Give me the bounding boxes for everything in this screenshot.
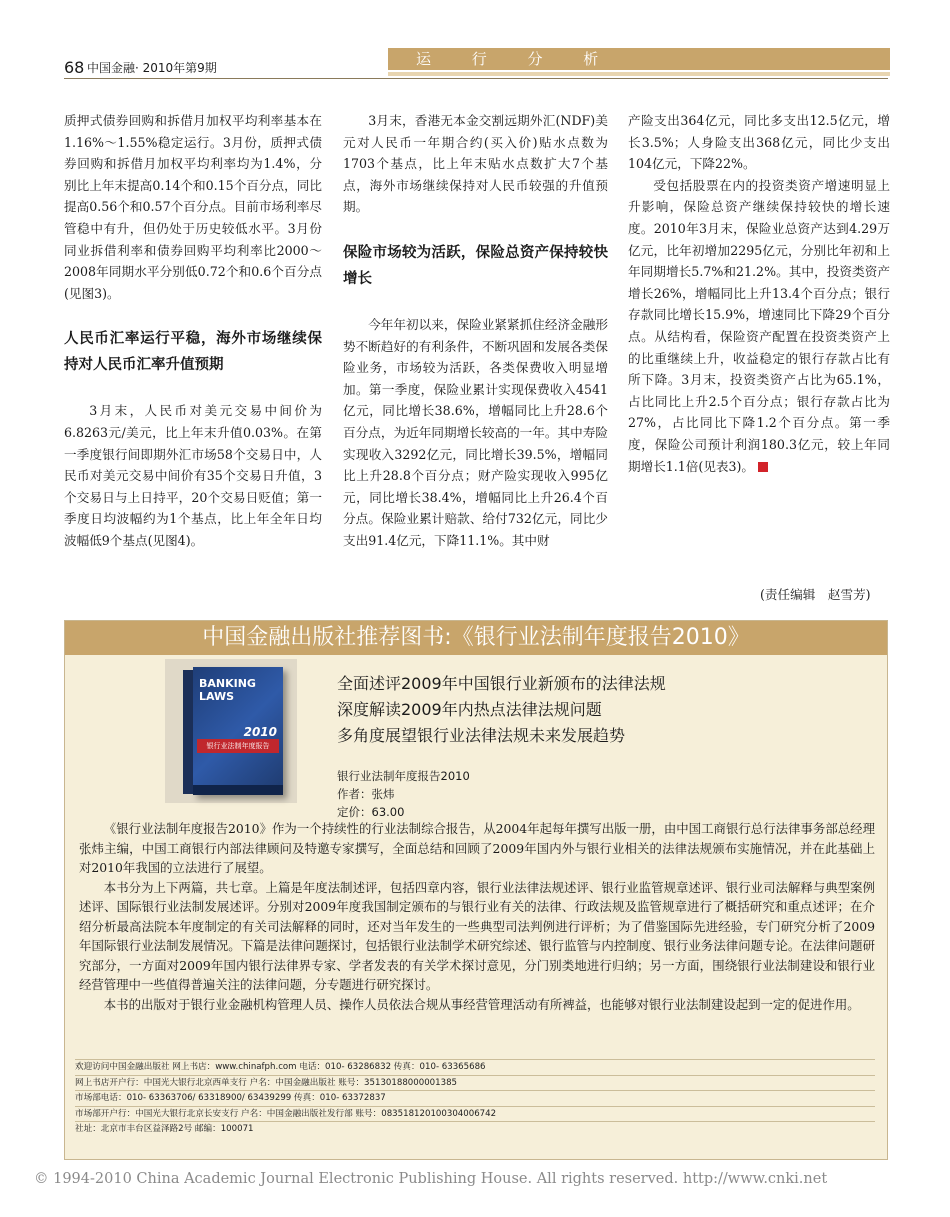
- section-heading: 保险市场较为活跃，保险总资产保持较快增长: [343, 244, 608, 287]
- contact-line: 市场部电话：010- 63363706/ 63318900/ 63439299 传真：010- 63372837: [75, 1093, 386, 1103]
- page-number: 68: [64, 58, 85, 77]
- paragraph: 3月末，人民币对美元交易中间价为6.8263元/美元，比上年末升值0.03%。在第一季度银行间即期外汇市场58个交易日中，人民币对美元交易中间价有35个交易日升值，3个交易日与上日持平，20个交易日贬值；第一季度日均波幅约为1个基点，比上年全年日均波幅低9个基点(见图4)。: [64, 403, 322, 548]
- publisher-contacts: [75, 1059, 875, 1137]
- book-cover-chinese-title: 银行业法制年度报告: [197, 739, 279, 753]
- contact-line: 欢迎访问中国金融出版社 网上书店：www.chinafph.com 电话：010- 63286832 传真：010- 63365686: [75, 1062, 486, 1072]
- book-cover-english-title: BANKING LAWS: [199, 677, 256, 703]
- paragraph: 3月末，香港无本金交割远期外汇(NDF)美元对人民币一年期合约(买入价)贴水点数为1703个基点，比上年末贴水点数扩大7个基点，海外市场继续保持对人民币较强的升值预期。: [343, 113, 608, 215]
- book-author: 作者：张炜: [337, 787, 395, 801]
- ad-slogans: [337, 671, 666, 749]
- slogan: 多角度展望银行业法律法规未来发展趋势: [337, 726, 626, 745]
- paragraph-text: 受包括股票在内的投资类资产增速明显上升影响，保险总资产继续保持较快的增长速度。2010年3月末，保险业总资产达到4.29万亿元，比年初增加2295亿元，分别比年初和上年同期增长5.7%和21.2%。其中，投资类资产增长26%，增幅同比上升13.4个百分点；银行存款同比增长15.9%，增速同比下降29个百分点。从结构看，保险资产配置在投资类资产上的比重继续上升，收益稳定的银行存款占比有所下降。3月末，投资类资产占比为65.1%，占比同比上升2.5个百分点；银行存款占比为27%，占比同比下降1.2个百分点。第一季度，保险公司预计利润180.3亿元，较上年同期增长1.1倍(见表3)。: [628, 177, 890, 474]
- book-advertisement: [64, 620, 888, 1160]
- paragraph: 产险支出364亿元，同比多支出12.5亿元，增长3.5%；人身险支出368亿元，同比少支出104亿元，下降22%。: [628, 113, 890, 172]
- book-info: [337, 767, 470, 821]
- ad-title: 中国金融出版社推荐图书:《银行业法制年度报告2010》: [65, 621, 887, 655]
- editor-credit: (责任编辑 赵雪芳): [760, 587, 871, 602]
- article-column-3: [628, 110, 890, 477]
- journal-issue: 中国金融· 2010年第9期: [87, 61, 217, 75]
- paragraph: [628, 175, 890, 477]
- contact-line: 社址：北京市丰台区益泽路2号 邮编：100071: [75, 1124, 254, 1134]
- book-cover: [193, 667, 283, 795]
- contact-line: 网上书店开户行：中国光大银行北京西单支行 户名：中国金融出版社 账号：35130188000001385: [75, 1077, 458, 1088]
- section-heading: 人民币汇率运行平稳，海外市场继续保持对人民币汇率升值预期: [64, 331, 322, 374]
- slogan: 全面述评2009年中国银行业新颁布的法律法规: [337, 674, 666, 693]
- book-description: [79, 819, 875, 1014]
- book-cover-image: [165, 659, 297, 803]
- paragraph: 本书的出版对于银行业金融机构管理人员、操作人员依法合规从事经营管理活动有所裨益，也能够对银行业法制建设起到一定的促进作用。: [103, 996, 860, 1012]
- article-column-1: [64, 110, 322, 552]
- contact-line: 市场部开户行：中国光大银行北京长安支行 户名：中国金融出版社发行部 账号：083518120100304006742: [75, 1108, 497, 1119]
- section-label: 运 行 分 析: [388, 48, 890, 70]
- header-rule: [64, 78, 888, 79]
- book-name: 银行业法制年度报告2010: [337, 769, 470, 783]
- paragraph: 《银行业法制年度报告2010》作为一个持续性的行业法制综合报告，从2004年起每年撰写出版一册，由中国工商银行总行法律事务部总经理张炜主编，中国工商银行内部法律顾问及特邀专家撰写，全面总结和回顾了2009年国内外与银行业相关的法律法规颁布实施情况，并在此基础上对2010年我国的立法进行了展望。: [79, 821, 875, 875]
- paragraph: 本书分为上下两篇，共七章。上篇是年度法制述评，包括四章内容，银行业法律法规述评、银行业监管规章述评、银行业司法解释与典型案例述评、国际银行业法制发展述评。分别对2009年度我国制定颁布的与银行业有关的法律、行政法规及监管规章进行了概括研究和重点述评；在介绍分析最高法院本年度制定的有关司法解释的同时，还对当年发生的一些典型司法判例进行评析；为了借鉴国际先进经验，专门研究分析了2009年国际银行业法制发展情况。下篇是法律问题探讨，包括银行业法制学术研究综述、银行监管与内控制度、银行业务法律问题专论。在法律问题研究部分，一方面对2009年国内银行法律界专家、学者发表的有关学术探讨意见，分门别类地进行归纳；另一方面，围绕银行业法制建设和银行业经营管理中一些值得普遍关注的法律问题，分专题进行研究探讨。: [79, 879, 875, 992]
- end-mark-icon: [758, 462, 768, 472]
- book-price: 定价：63.00: [337, 805, 405, 819]
- copyright-footer: © 1994-2010 China Academic Journal Electronic Publishing House. All rights reserved. http://www.cnki.net: [34, 1171, 828, 1187]
- article-column-2: [343, 110, 608, 552]
- book-cover-year: 2010: [243, 725, 277, 739]
- paragraph: 质押式债券回购和拆借月加权平均利率基本在1.16%～1.55%稳定运行。3月份，质押式债券回购和拆借月加权平均利率均为1.4%，分别比上年末提高0.14个和0.15个百分点，同比提高0.56个和0.57个百分点。目前市场利率尽管稳中有升，但仍处于历史较低水平。3月份同业拆借利率和债券回购平均利率比2000～2008年同期水平分别低0.72个和0.6个百分点(见图3)。: [64, 113, 322, 301]
- page-header: [0, 0, 950, 90]
- slogan: 深度解读2009年内热点法律法规问题: [337, 700, 602, 719]
- paragraph: 今年年初以来，保险业紧紧抓住经济金融形势不断趋好的有利条件，不断巩固和发展各类保险业务，市场较为活跃，各类保费收入明显增加。第一季度，保险业累计实现保费收入4541亿元，同比增长38.6%，增幅同比上升28.6个百分点，为近年同期增长较高的一年。其中寿险实现收入3292亿元，同比增长39.5%，增幅同比上升28.8个百分点；财产险实现收入995亿元，同比增长38.4%，增幅同比上升26.4个百分点。保险业累计赔款、给付732亿元，同比少支出91.4亿元，下降11.1%。其中财: [343, 316, 608, 548]
